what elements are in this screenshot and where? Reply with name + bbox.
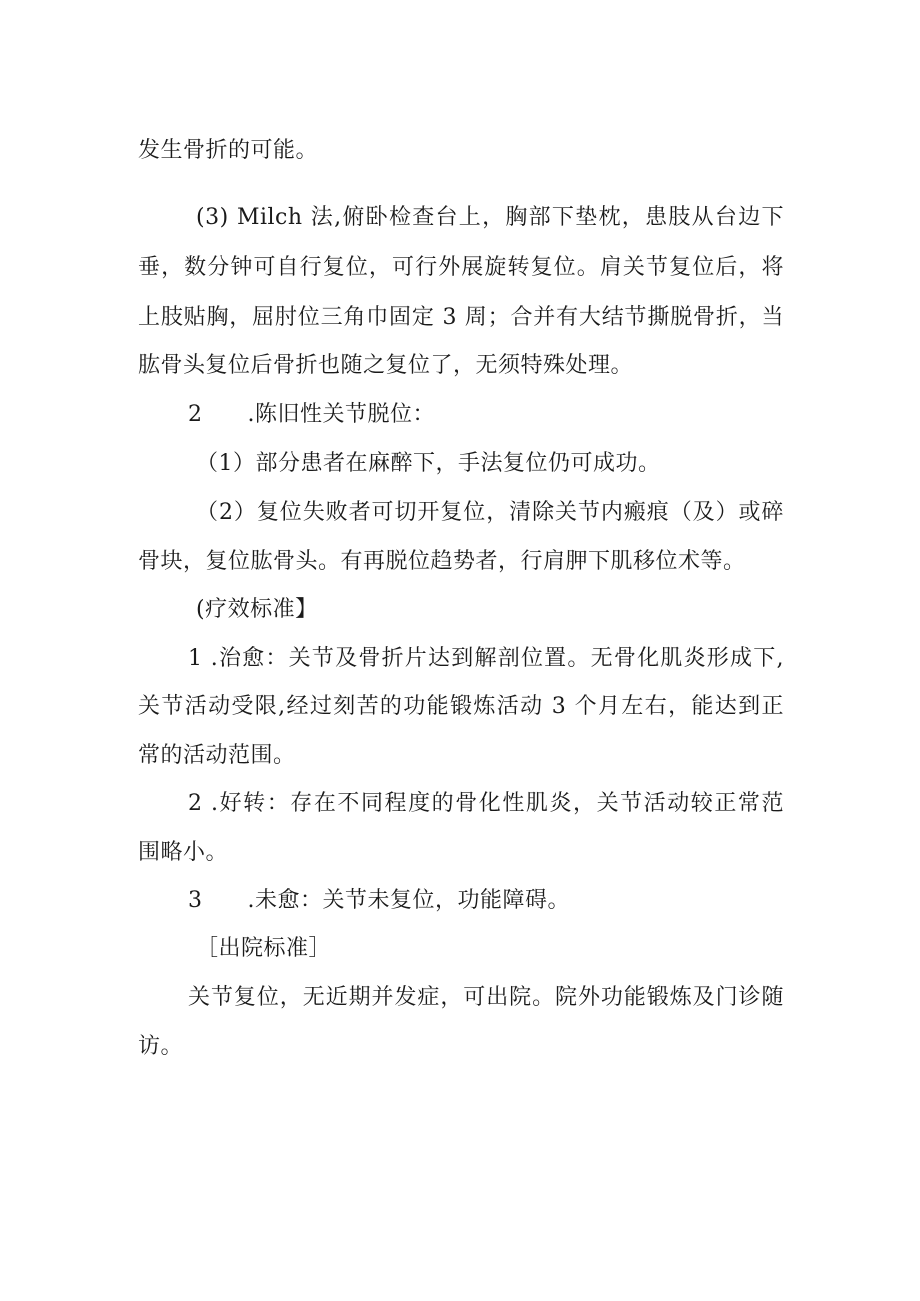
- text-line-15: 围略小。: [138, 840, 229, 865]
- text-line-14: 2 .好转：存在不同程度的骨化性肌炎，关节活动较正常范: [188, 791, 784, 816]
- text-line-19: 访。: [138, 1034, 184, 1059]
- text-line-3: 垂，数分钟可自行复位，可行外展旋转复位。肩关节复位后，将: [138, 255, 784, 280]
- text-line-18: 关节复位，无近期并发症，可出院。院外功能锻炼及门诊随: [188, 985, 784, 1010]
- section-heading-old-dislocation: 2 .陈旧性关节脱位：: [188, 402, 435, 427]
- text-line-12: 关节活动受限,经过刻苦的功能锻炼活动 3 个月左右，能达到正: [138, 694, 784, 719]
- text-line-4: 上肢贴胸，屈肘位三角巾固定 3 周；合并有大结节撕脱骨折，当: [138, 305, 784, 330]
- text-line-2: (3) Milch 法,俯卧检查台上，胸部下垫枕，患肢从台边下: [196, 205, 784, 230]
- text-line-16: 3 .未愈：关节未复位，功能障碍。: [188, 888, 570, 913]
- text-line-13: 常的活动范围。: [138, 743, 296, 768]
- text-line-7: （1）部分患者在麻醉下，手法复位仍可成功。: [196, 451, 661, 476]
- heading-discharge-standard: ［出院标准］: [196, 936, 332, 961]
- text-line-1: 发生骨折的可能。: [138, 138, 319, 163]
- text-line-8: （2）复位失败者可切开复位，清除关节内瘢痕（及）或碎: [196, 500, 784, 525]
- text-line-5: 肱骨头复位后骨折也随之复位了，无须特殊处理。: [138, 353, 634, 378]
- heading-efficacy-standard: (疗效标准】: [196, 597, 318, 622]
- text-line-9: 骨块，复位肱骨头。有再脱位趋势者，行肩胛下肌移位术等。: [138, 549, 746, 574]
- text-line-11: 1 .治愈：关节及骨折片达到解剖位置。无骨化肌炎形成下,: [188, 646, 784, 671]
